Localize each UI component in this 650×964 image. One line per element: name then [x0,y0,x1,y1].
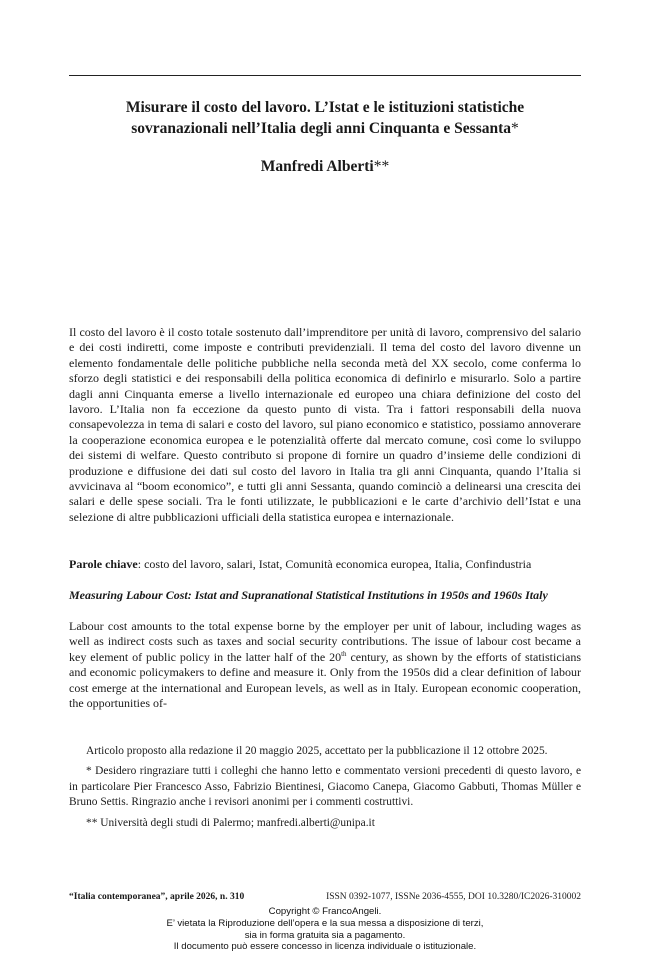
abstract-english-part1: Labour cost amounts to the total expense borne by the employer per unit of labour, including wages as well as indirect costs such as taxes and social security contributions. The issue of labour cost became a key element of public policy in the latter half of the 20 [69,619,581,664]
copyright-line-3: sia in forma gratuita sia a pagamento. [244,929,406,941]
affiliation-note [69,816,581,831]
title-line-1: Misurare il costo del lavoro. L’Istat e le istituzioni statistiche [125,99,525,116]
keywords-label: Parole chiave [69,557,138,571]
title-line-2-text: sovranazionali nell’Italia degli anni Cinquanta e Sessanta [131,120,512,137]
acknowledgement-note: * Desidero ringraziare tutti i colleghi che hanno letto e commentato versioni precedenti di questo lavoro, e in particolare Pier Francesco Asso, Fabrizio Bientinesi, Giacomo Canepa, Giacomo Gabbuti, Thomas Müller e Bruno Settis. Ringrazio anche i revisori anonimi per i commenti costruttivi. [69,765,581,809]
author-name [69,158,581,176]
submission-note: Articolo proposto alla redazione il 20 maggio 2025, accettato per la pubblicazione il 12 ottobre 2025. [86,745,548,757]
title-footnote-mark: * [511,120,519,137]
page-footer [69,892,581,902]
affiliation-text: ** Università degli studi di Palermo; manfredi.alberti@unipa.it [86,816,375,829]
keywords-text: : costo del lavoro, salari, Istat, Comunità economica europea, Italia, Confindustria [137,557,532,571]
footnotes [69,744,581,836]
copyright-line-2: E’ vietata la Riproduzione dell’opera e la sua messa a disposizione di terzi, [166,917,484,929]
keywords [69,557,581,572]
english-title: Measuring Labour Cost: Istat and Supranational Statistical Institutions in 1950s and 1960s Italy [69,588,548,602]
abstract-english-part2: century, as shown by the efforts of statisticians and economic policymakers to define and measure it. Only from the 1950s did a clear definition of labour cost emerge at the international and European levels, as well as in Italy. European economic cooperation, the opportunities of- [69,649,581,711]
abstract-english-sup: th [341,649,347,658]
title-line-2 [69,118,581,139]
copyright-notice [0,906,650,953]
abstract-english [69,619,581,711]
copyright-line-4: Il documento può essere concesso in licenza individuale o istituzionale. [173,941,477,953]
top-rule [69,75,581,76]
abstract-italian: Il costo del lavoro è il costo totale sostenuto dall’imprenditore per unità di lavoro, comprensivo del salario e dei costi indiretti, come imposte e contributi previdenziali. Il tema del costo del lavoro divenne un elemento fondamentale delle politiche pubbliche nella seconda metà del XX secolo, come conferma lo sforzo degli statistici e dei responsabili della politica economica di definirlo e misurarlo. Solo a partire dagli anni Cinquanta emerse a livello internazionale ed europeo una chiara definizione del costo del lavoro. L’Italia non fa eccezione da questo punto di vista. Tra i fattori responsabili della nuova consapevolezza in tema di salari e costo del lavoro, sul piano economico e statistico, possiamo annoverare la cooperazione economica europea e le potenzialità offerte dal mercato comune, così come lo sviluppo dei sistemi di welfare. Questo contributo si propone di fornire un quadro d’insieme delle condizioni di produzione e diffusione dei dati sul costo del lavoro in Italia tra gli anni Cinquanta, quando l’Italia si avvicinava al “boom economico”, e tutti gli anni Sessanta, quando cominciò a delinearsi una crescita dei salari e delle spese sociali. Tra le fonti utilizzate, le pubblicazioni e le carte d’archivio dell’Istat e una selezione di altre pubblicazioni ufficiali della statistica europea e internazionale. [69,325,581,524]
author-text: Manfredi Alberti [260,158,374,175]
journal-citation: “Italia contemporanea”, aprile 2026, n. 310 [69,892,245,902]
journal-identifiers: ISSN 0392-1077, ISSNe 2036-4555, DOI 10.3280/IC2026-310002 [326,892,581,902]
copyright-line-1: Copyright © FrancoAngeli. [268,906,382,917]
author-footnote-mark: ** [373,158,390,175]
article-title [69,97,581,139]
